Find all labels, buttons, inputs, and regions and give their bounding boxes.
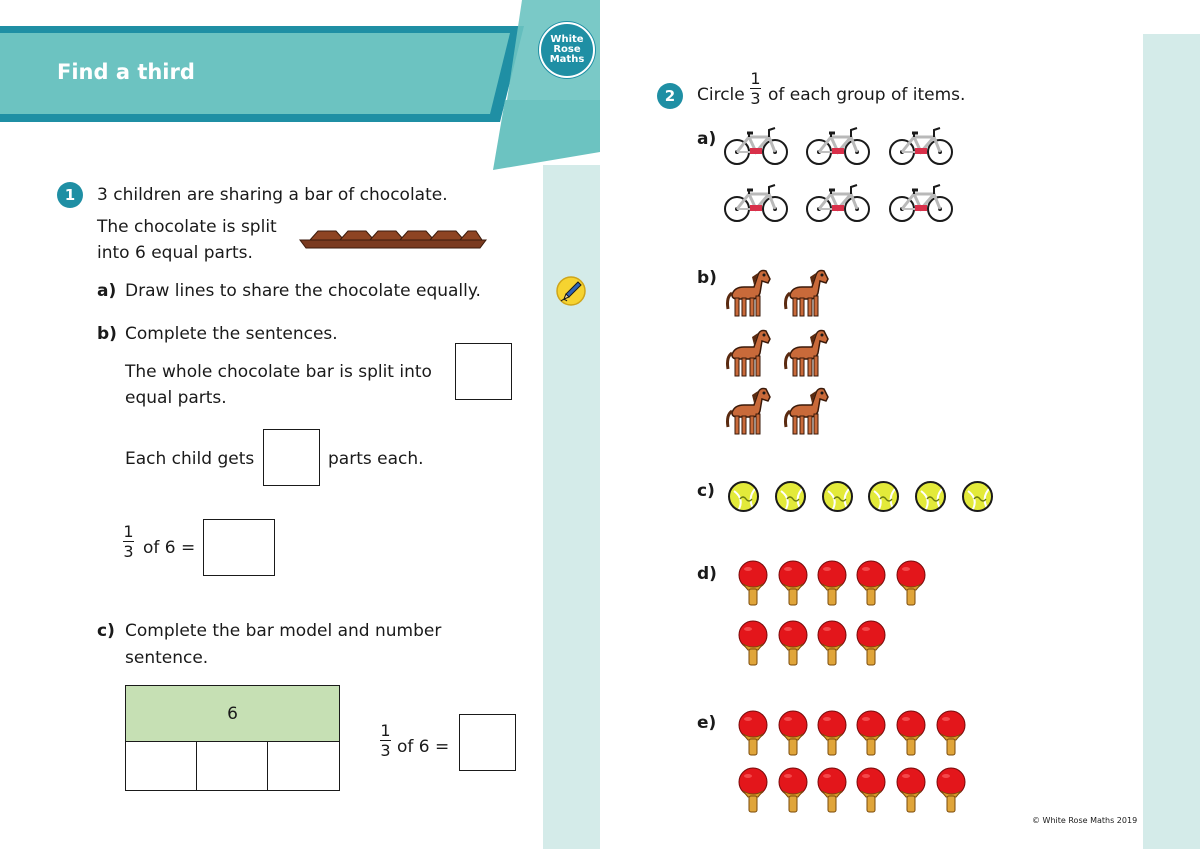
answer-box-third-of-6[interactable] [203,519,275,576]
answer-box-bar-model-sentence[interactable] [459,714,516,771]
q1-intro: 3 children are sharing a bar of chocolate. [97,185,448,205]
logo-line-3: Maths [549,54,585,65]
fraction-numerator: 1 [123,522,134,541]
bar-model-part-2[interactable] [196,741,269,791]
horse-icon [780,325,830,385]
answer-box-equal-parts[interactable] [455,343,512,400]
white-rose-maths-logo [539,22,595,78]
horse-icon [722,325,772,385]
header-banner [0,0,600,175]
right-strip [1143,34,1200,849]
q2-fraction [750,70,761,107]
tennis-ball-icon [822,481,853,512]
ping-pong-paddle-icon [736,620,770,670]
q2d-label: d) [697,564,717,584]
tennis-ball-icon [962,481,993,512]
chocolate-bar-image [298,228,488,250]
ping-pong-paddle-icon [854,560,888,610]
bar-model-part-3[interactable] [267,741,340,791]
q1-split-line-1: The chocolate is split [97,217,277,237]
ping-pong-paddle-icon [736,767,770,817]
q1c-fraction [380,722,391,759]
tennis-ball-icon [775,481,806,512]
ping-pong-paddle-icon [854,620,888,670]
center-strip [543,165,600,849]
fraction-denominator: 3 [123,542,134,561]
q1a-text: Draw lines to share the chocolate equally. [125,281,481,301]
ping-pong-paddle-icon [776,620,810,670]
horse-icon [722,265,772,325]
tennis-ball-icon [868,481,899,512]
question-2-number: 2 [657,83,683,109]
copyright: © White Rose Maths 2019 [1032,816,1138,825]
fraction-numerator: 1 [750,69,761,88]
q1b-sentence1-line1: The whole chocolate bar is split into [125,362,432,382]
bicycle-icon [805,127,871,171]
fraction-denominator: 3 [380,741,391,760]
q1c-label: c) [97,621,115,641]
q1b-of-text: of 6 = [143,538,196,558]
q1b-fraction [123,523,134,560]
logo-line-1: White [550,34,584,45]
q1b-sentence2-before: Each child gets [125,449,255,469]
ping-pong-paddle-icon [815,767,849,817]
ping-pong-paddle-icon [776,710,810,760]
q1a-label: a) [97,281,117,301]
ping-pong-paddle-icon [934,767,968,817]
bicycle-icon [723,184,789,228]
bar-model-whole [125,685,340,742]
ping-pong-paddle-icon [776,560,810,610]
pencil-icon [555,275,587,307]
q1b-sentence1-line2: equal parts. [125,388,227,408]
ping-pong-paddle-icon [815,710,849,760]
ping-pong-paddle-icon [736,560,770,610]
ping-pong-paddle-icon [854,710,888,760]
fraction-denominator: 3 [750,89,761,108]
page-title: Find a third [57,60,195,84]
q1c-of-text: of 6 = [397,737,450,757]
bicycle-icon [805,184,871,228]
q1-split-line-2: into 6 equal parts. [97,243,253,263]
tennis-ball-icon [915,481,946,512]
ping-pong-paddle-icon [894,710,928,760]
ping-pong-paddle-icon [815,620,849,670]
horse-icon [780,265,830,325]
logo-line-2: Rose [553,44,581,55]
bar-model-total: 6 [227,703,238,724]
q1c-line-1: Complete the bar model and number [125,621,442,641]
horse-icon [780,383,830,443]
ping-pong-paddle-icon [894,560,928,610]
answer-box-parts-each[interactable] [263,429,320,486]
tennis-ball-icon [728,481,759,512]
bar-model-part-1[interactable] [125,741,198,791]
q2-text-after: of each group of items. [768,85,966,105]
bar-model [125,685,340,791]
bicycle-icon [888,127,954,171]
ping-pong-paddle-icon [815,560,849,610]
question-1-number: 1 [57,182,83,208]
ping-pong-paddle-icon [894,767,928,817]
q2c-label: c) [697,481,715,501]
q1b-sentence2-after: parts each. [328,449,424,469]
bicycle-icon [723,127,789,171]
q2e-label: e) [697,713,717,733]
ping-pong-paddle-icon [776,767,810,817]
q2b-label: b) [697,268,717,288]
ping-pong-paddle-icon [854,767,888,817]
horse-icon [722,383,772,443]
q1b-text: Complete the sentences. [125,324,338,344]
ping-pong-paddle-icon [736,710,770,760]
q1c-line-2: sentence. [125,648,209,668]
q1b-label: b) [97,324,117,344]
q2a-label: a) [697,129,717,149]
ping-pong-paddle-icon [934,710,968,760]
q2-text-before: Circle [697,85,745,105]
fraction-numerator: 1 [380,721,391,740]
bicycle-icon [888,184,954,228]
